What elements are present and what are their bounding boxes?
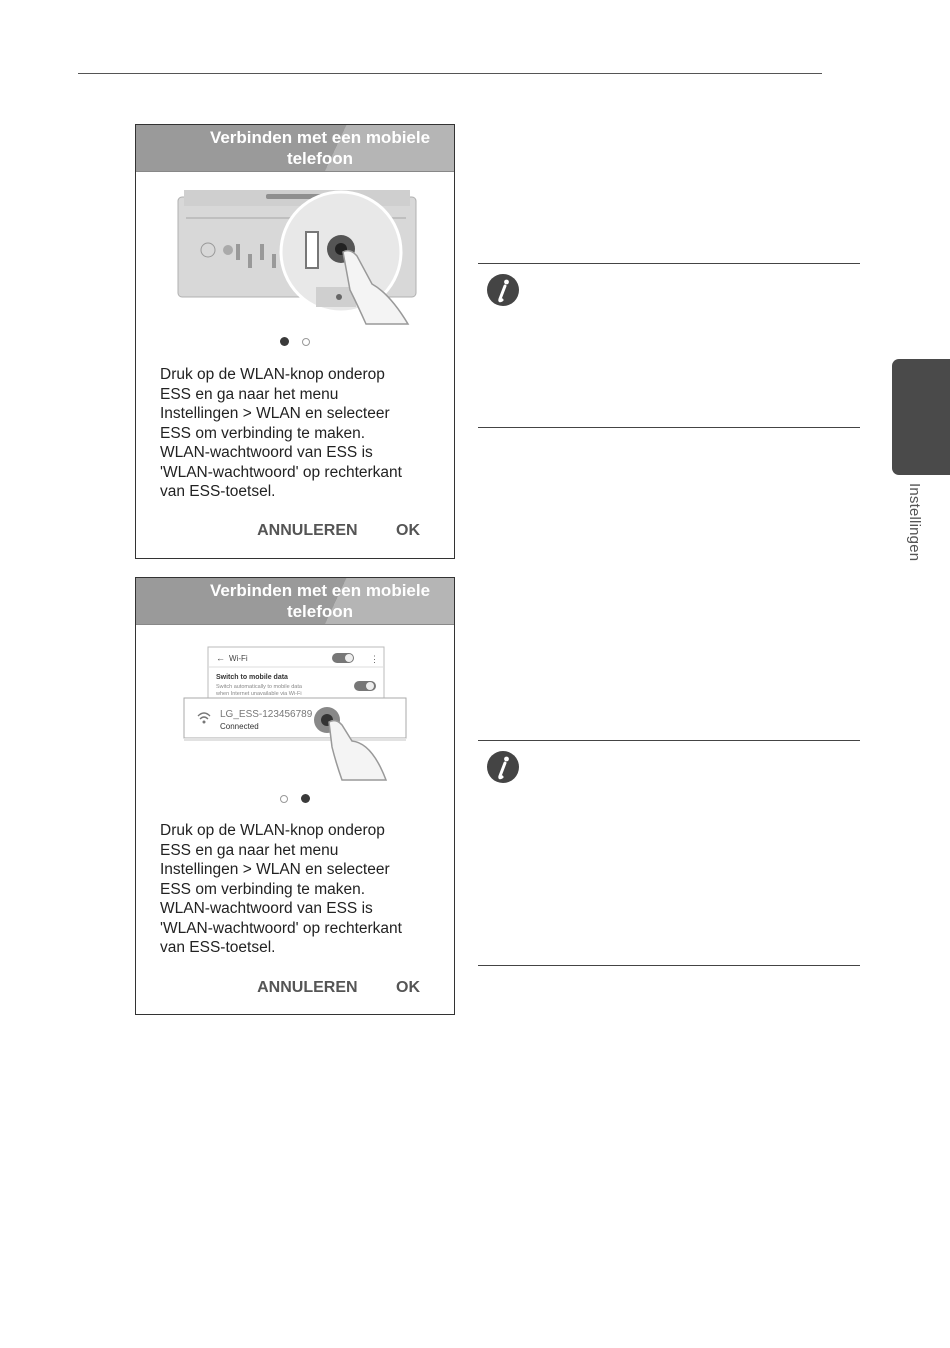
svg-text:⋮: ⋮ bbox=[370, 654, 379, 664]
speaker-wlan-button-image bbox=[136, 172, 455, 327]
instruction-line: WLAN-wachtwoord van ESS is bbox=[160, 900, 373, 917]
dialog-connect-mobile-1 bbox=[135, 124, 455, 559]
dialog-title-line1: Verbinden met een mobiele bbox=[209, 581, 431, 600]
instruction-line: van ESS-toetsel. bbox=[160, 483, 276, 500]
page-indicator-dots bbox=[136, 790, 454, 808]
speaker-illustration bbox=[136, 172, 454, 322]
instruction-line: ESS en ga naar het menu bbox=[160, 385, 339, 403]
chapter-side-tab bbox=[892, 359, 950, 475]
switch-mobile-data-desc: Switch automatically to mobile data bbox=[216, 684, 302, 690]
wifi-settings-image bbox=[136, 625, 455, 785]
instruction-line: WLAN-wachtwoord van ESS is bbox=[160, 444, 373, 461]
page-dot-inactive bbox=[280, 795, 288, 803]
dialog-title-line2: telefoon bbox=[286, 149, 354, 168]
switch-mobile-data-desc: when Internet unavailable via Wi-Fi bbox=[216, 691, 302, 697]
network-status: Connected bbox=[220, 722, 259, 731]
page-indicator-dots bbox=[136, 333, 454, 351]
switch-mobile-data-title: Switch to mobile data bbox=[216, 674, 288, 681]
instruction-line: Instellingen > WLAN en selecteer bbox=[160, 861, 390, 878]
page-dot-active bbox=[301, 794, 310, 803]
ok-button[interactable]: OK bbox=[396, 979, 420, 996]
instruction-line: 'WLAN-wachtwoord' op rechterkant bbox=[160, 919, 402, 937]
instruction-line: Instellingen > WLAN en selecteer bbox=[160, 405, 390, 422]
note-top-rule bbox=[478, 263, 860, 264]
info-note-icon bbox=[486, 750, 520, 784]
svg-text:←: ← bbox=[216, 653, 225, 663]
page-dot-active bbox=[280, 337, 289, 346]
instruction-line: ESS om verbinding te maken. bbox=[160, 880, 366, 898]
dialog-instruction-text bbox=[160, 821, 436, 958]
ok-button[interactable]: OK bbox=[396, 522, 420, 539]
page-top-rule bbox=[78, 73, 822, 74]
dialog-instruction-text bbox=[160, 365, 436, 502]
dialog-title bbox=[136, 578, 454, 625]
page-dot-inactive bbox=[302, 338, 310, 346]
cancel-button[interactable]: ANNULEREN bbox=[257, 522, 358, 539]
dialog-title-line1: Verbinden met een mobiele bbox=[209, 128, 431, 147]
instruction-line: 'WLAN-wachtwoord' op rechterkant bbox=[160, 463, 402, 481]
wifi-header-label: Wi-Fi bbox=[229, 654, 248, 663]
info-note-icon bbox=[486, 273, 520, 307]
instruction-line: van ESS-toetsel. bbox=[160, 939, 276, 956]
dialog-buttons bbox=[223, 522, 420, 540]
note-bottom-rule bbox=[478, 427, 860, 428]
wifi-settings-illustration bbox=[136, 625, 454, 775]
cancel-button[interactable]: ANNULEREN bbox=[257, 979, 358, 996]
chapter-side-label: Instellingen bbox=[906, 483, 923, 562]
instruction-line: ESS om verbinding te maken. bbox=[160, 424, 366, 442]
instruction-line: ESS en ga naar het menu bbox=[160, 841, 339, 859]
dialog-title bbox=[136, 125, 454, 172]
dialog-buttons bbox=[223, 979, 420, 997]
dialog-connect-mobile-2 bbox=[135, 577, 455, 1015]
note-bottom-rule bbox=[478, 965, 860, 966]
dialog-title-line2: telefoon bbox=[286, 602, 354, 621]
note-top-rule bbox=[478, 740, 860, 741]
instruction-line: Druk op de WLAN-knop onderop bbox=[160, 366, 385, 383]
instruction-line: Druk op de WLAN-knop onderop bbox=[160, 822, 385, 839]
network-name: LG_ESS-123456789 bbox=[220, 709, 313, 720]
